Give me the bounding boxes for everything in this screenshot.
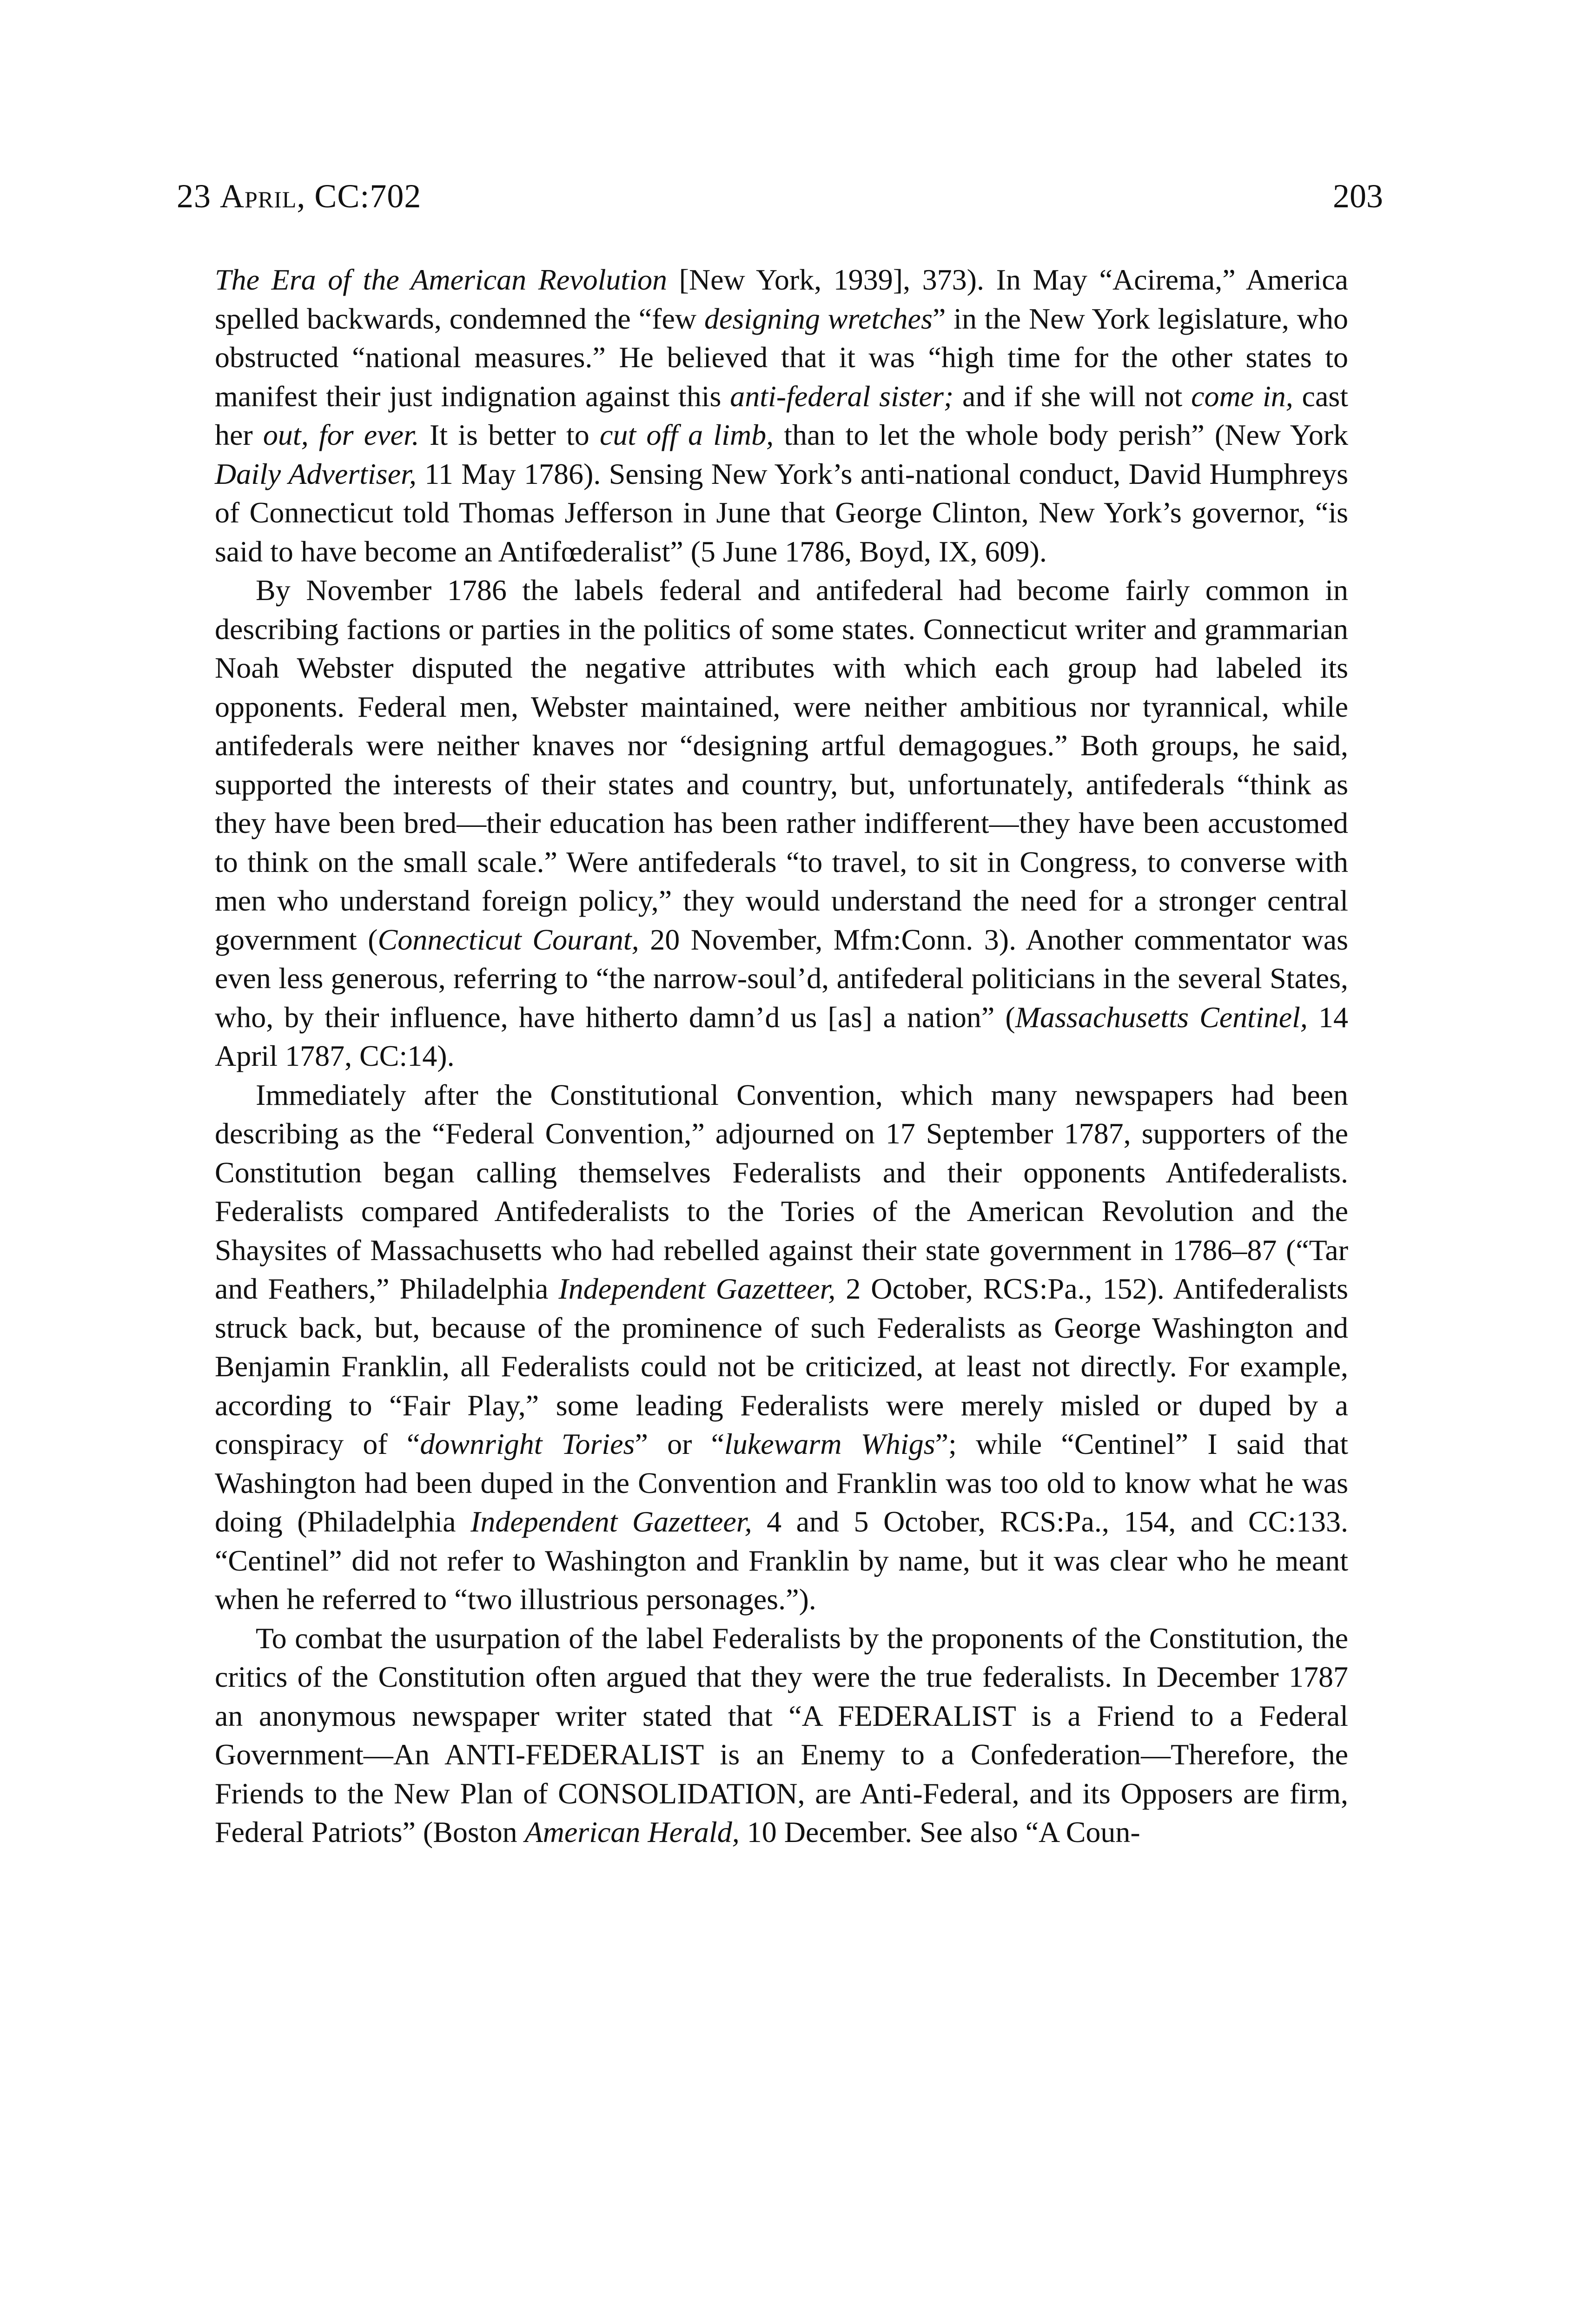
running-head-date: 23 [177,178,211,215]
page-header [177,173,1383,219]
italic-text-run: Independent Gazetteer, [470,1505,752,1538]
text-run: 11 May 1786). Sensing New York’s anti-national conduct, David Humphreys of Connecticut told Thomas Jefferson in June that George Clinton, New York’s governor, “is said to have become an Antifœderalist” (5 June 1786, Boyd, IX, 609). [215,457,1349,568]
paragraph [215,571,1348,1076]
running-head [177,173,421,219]
italic-text-run: cut off a limb, [599,418,774,451]
paragraph-continuation [215,260,1348,571]
paragraph [215,1619,1348,1852]
text-run: ” or “ [635,1427,724,1460]
italic-text-run: come in, [1191,379,1293,413]
italic-text-run: lukewarm Whigs [724,1427,935,1460]
italic-text-run: anti-federal sister; [730,379,954,413]
italic-text-run: downright Tories [420,1427,635,1460]
text-run: By November 1786 the labels federal and antifederal had become fairly common in describing factions or parties in the politics of some states. Connecticut writer and grammarian Noah Webster disputed the negative attributes with which each group had labeled its opponents. Federal men, Webster maintained, were neither ambitious nor tyrannical, while antifederals were neither knaves nor “designing artful demagogues.” Both groups, he said, supported the interests of their states and country, but, unfortunately, antifederals “think as they have been bred—their education has been rather indifferent—they have been accustomed to think on the small scale.” Were antifederals “to travel, to sit in Congress, to converse with men who understand foreign policy,” they would understand the need for a stronger central government ( [215,574,1348,956]
text-run: 20 November, Mfm:Conn. 3). Another commentator was even less generous, referring to “the narrow-soul’d, antifederal politicians in the several States, who, by their influence, have hitherto damn’d us [as] a nation” ( [215,923,1349,1034]
text-run: 2 October, RCS:Pa., 152). Antifederalists struck back, but, because of the prominence of such Federalists as George Washington and Benjamin Franklin, all Federalists could not be criticized, at least not directly. For example, according to “Fair Play,” some leading Federalists were merely misled or duped by a conspiracy of “ [215,1272,1349,1460]
text-run: 4 and 5 October, RCS:Pa., 154, and CC:133. “Centinel” did not refer to Washington and Franklin by name, but it was clear who he meant when he referred to “two illustrious personages.”). [215,1505,1349,1616]
text-run: It is better to [419,418,600,451]
text-run: and if she will not [953,379,1192,413]
text-run: ”; while “Centinel” I said that Washington had been duped in the Convention and Franklin was too old to know what he was doing (Philadelphia [215,1427,1349,1538]
italic-text-run: out, for ever. [263,418,419,451]
text-run: cast her [215,379,1349,451]
italic-text-run: Connecticut Courant, [377,923,639,956]
page-number: 203 [1333,178,1383,215]
running-head-reference: , CC:702 [297,178,422,215]
italic-text-run: Daily Advertiser, [215,457,417,490]
italic-text-run: Massachusetts Centinel, [1015,1000,1308,1034]
italic-text-run: Independent Gazetteer, [558,1272,836,1305]
text-run: To combat the usurpation of the label Federalists by the proponents of the Constitution, the critics of the Constitution often argued that they were the true federalists. In December 1787 an anonymous newspaper writer stated that “A FEDERALIST is a Friend to a Federal Government—An ANTI-FEDERALIST is an Enemy to a Confederation—Therefore, the Friends to the New Plan of CONSOLIDATION, are Anti-Federal, and its Opposers are firm, Federal Patriots” (Boston [215,1621,1348,1849]
text-run: 14 April 1787, CC:14). [215,1000,1349,1072]
text-run: [New York, 1939], 373). In May “Acirema,” America spelled backwards, condemned the “few [215,263,1349,335]
text-run: Immediately after the Constitutional Convention, which many newspapers had been describing as the “Federal Convention,” adjourned on 17 September 1787, supporters of the Constitution began calling themselves Federalists and their opponents Antifederalists. Federalists compared Antifederalists to the Tories of the American Revolution and the Shaysites of Massachusetts who had rebelled against their state government in 1786–87 (“Tar and Feathers,” Philadelphia [215,1078,1348,1305]
italic-text-run: American Herald, [524,1816,740,1849]
italic-text-run: The Era of the American Revolution [215,263,667,296]
text-run: 10 December. See also “A Coun- [739,1816,1140,1849]
italic-text-run: designing wretches [704,302,933,335]
body-text [215,260,1348,1852]
text-run: ” in the New York legislature, who obstructed “national measures.” He believed that it was “high time for the other states to manifest their just indignation against this [215,302,1349,413]
paragraph [215,1076,1348,1619]
running-head-month: April [220,178,297,215]
text-run: than to let the whole body perish” (New York [774,418,1348,451]
